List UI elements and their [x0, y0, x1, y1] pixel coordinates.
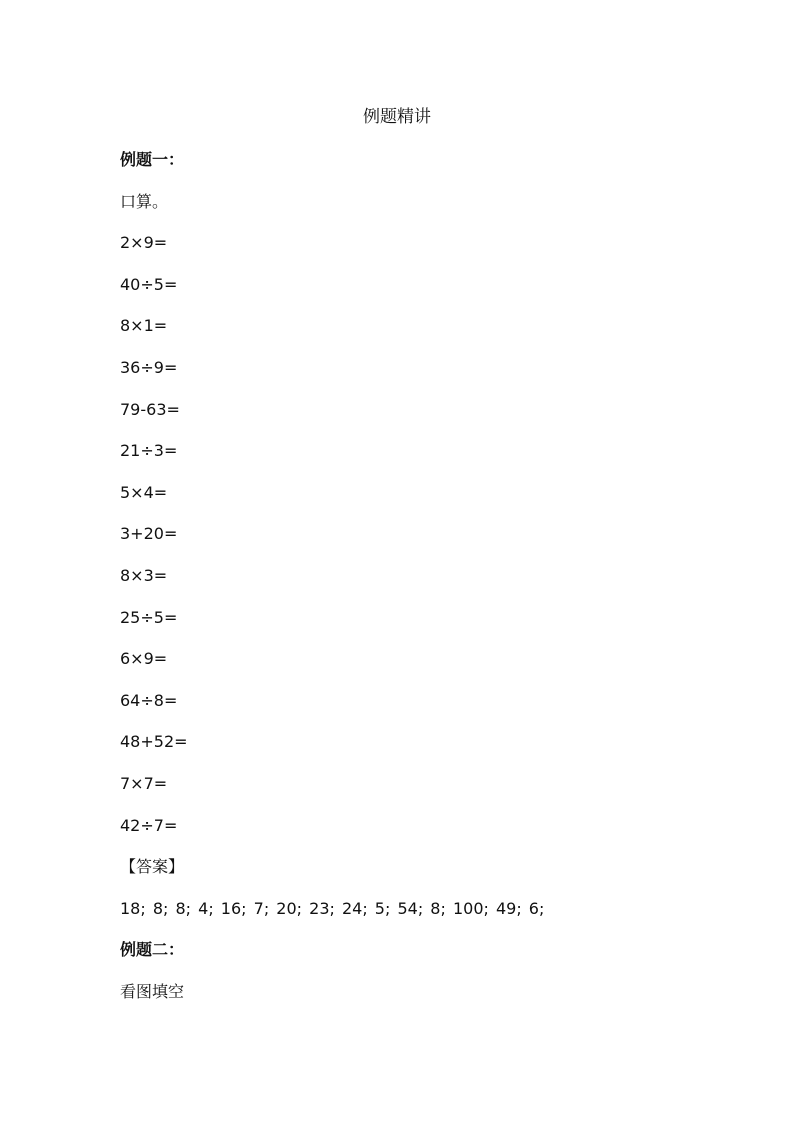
example1-instruction: 口算。 — [120, 191, 169, 211]
document-content — [120, 149, 680, 1022]
problem-item: 5×4= — [120, 482, 168, 502]
page-title: 例题精讲 — [363, 107, 431, 127]
example2-heading: 例题二： — [120, 940, 185, 960]
problem-item: 21÷3= — [120, 441, 178, 461]
problem-item: 7×7= — [120, 773, 168, 793]
example2-instruction: 看图填空 — [120, 981, 185, 1001]
problem-item: 8×3= — [120, 565, 168, 585]
problem-item: 8×1= — [120, 316, 168, 336]
problem-item: 3+20= — [120, 524, 178, 544]
problem-item: 25÷5= — [120, 607, 178, 627]
problem-list — [120, 232, 680, 856]
problem-item: 79-63= — [120, 399, 180, 419]
problem-item: 42÷7= — [120, 815, 178, 835]
problem-item: 48+52= — [120, 732, 188, 752]
answer-heading: 【答案】 — [120, 857, 185, 877]
problem-item: 6×9= — [120, 649, 168, 669]
example1-heading: 例题一： — [120, 150, 185, 169]
problem-item: 64÷8= — [120, 690, 178, 710]
answer-list: 18; 8; 8; 4; 16; 7; 20; 23; 24; 5; 54; 8; 100; 49; 6; — [120, 898, 545, 918]
problem-item: 2×9= — [120, 233, 168, 253]
problem-item: 40÷5= — [120, 274, 178, 294]
problem-item: 36÷9= — [120, 357, 178, 377]
